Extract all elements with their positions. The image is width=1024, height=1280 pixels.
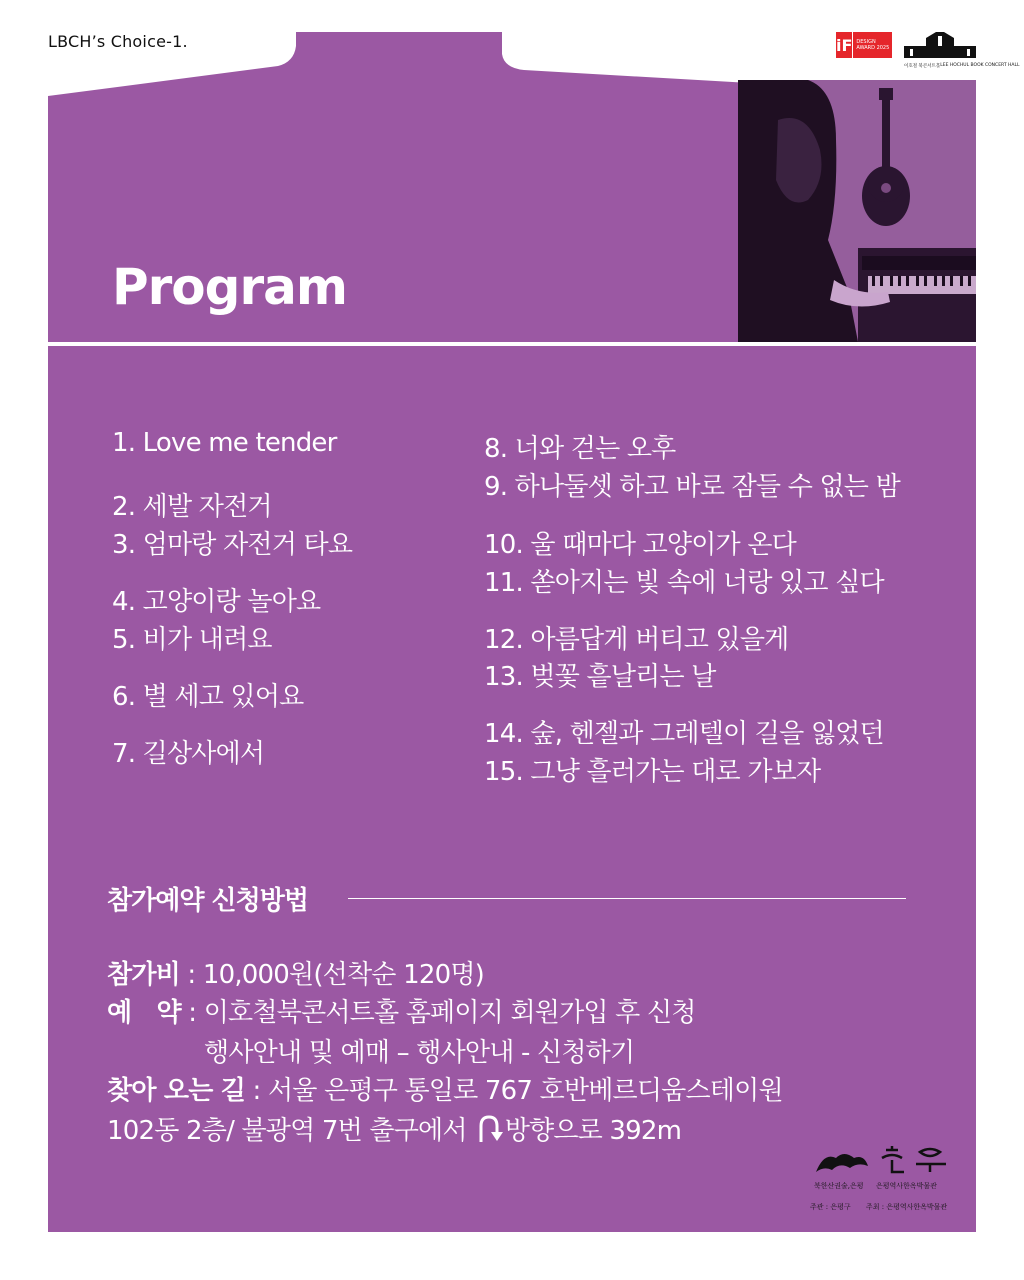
song-item: 12. 아름답게 버티고 있을게 <box>484 625 789 655</box>
fee-value: : 10,000원(선착순 120명) <box>179 960 484 990</box>
song-item: 8. 너와 걷는 오후 <box>484 434 676 464</box>
footer-logo-text-2: 은평역사한옥박물관 <box>876 1182 937 1190</box>
booking-label: 예 약 <box>107 998 181 1028</box>
program-title: Program <box>112 258 347 316</box>
if-logo-icon: iF <box>836 32 853 58</box>
fee-label: 참가비 <box>107 960 180 990</box>
booking-path: 행사안내 및 예매 – 행사안내 - 신청하기 <box>204 1038 635 1068</box>
host-text: 주관 : 은평구 <box>810 1203 851 1211</box>
song-item: 2. 세발 자전거 <box>112 492 272 522</box>
song-item: 1. Love me tender <box>112 428 337 458</box>
hanok-museum-logo-icon <box>876 1144 966 1176</box>
u-turn-arrow-icon <box>475 1114 505 1144</box>
heading-rule <box>348 898 906 899</box>
song-item: 9. 하나둘셋 하고 바로 잠들 수 없는 밤 <box>484 472 900 502</box>
directions-text-a: 102동 2층/ 불광역 7번 출구에서 <box>107 1116 467 1146</box>
mountain-logo-icon <box>814 1148 870 1178</box>
hall-logo-english: LEE HOCHUL BOOK CONCERT HALL <box>940 63 1020 68</box>
song-item: 5. 비가 내려요 <box>112 625 272 655</box>
song-item: 6. 별 세고 있어요 <box>112 682 304 712</box>
fee-line <box>107 954 484 991</box>
song-item: 11. 쏟아지는 빛 속에 너랑 있고 싶다 <box>484 568 884 598</box>
song-item: 15. 그냥 흘러가는 대로 가보자 <box>484 757 821 787</box>
reservation-heading: 참가예약 신청방법 <box>107 886 308 916</box>
series-label: LBCH’s Choice-1. <box>48 32 188 51</box>
directions-value: : 서울 은평구 통일로 767 호반베르디움스테이원 <box>245 1076 783 1106</box>
directions-label: 찾아 오는 길 <box>107 1076 246 1106</box>
directions-line <box>107 1070 783 1107</box>
directions-line-2 <box>107 1110 681 1147</box>
song-item: 14. 숲, 헨젤과 그레텔이 길을 잃었던 <box>484 719 884 749</box>
song-item: 7. 길상사에서 <box>112 739 265 769</box>
footer-logo-text-1: 북한산권술,은평 <box>814 1182 864 1190</box>
song-item: 4. 고양이랑 놀아요 <box>112 587 321 617</box>
song-item: 3. 엄마랑 자전거 타요 <box>112 530 353 560</box>
song-item: 13. 벚꽃 흩날리는 날 <box>484 662 716 692</box>
if-logo-text: DESIGN AWARD 2025 <box>856 39 890 51</box>
song-item: 10. 울 때마다 고양이가 온다 <box>484 530 796 560</box>
pianist-photo <box>738 80 976 342</box>
hall-logo-korean: 이호철 북콘서트홀 <box>904 64 941 69</box>
footer-logos <box>810 1148 978 1218</box>
directions-text-b: 방향으로 392m <box>504 1116 682 1146</box>
booking-line <box>107 992 696 1029</box>
booking-value: : 이호철북콘서트홀 홈페이지 회원가입 후 신청 <box>180 998 696 1028</box>
organizer-text: 주최 : 은평역사한옥박물관 <box>866 1203 948 1211</box>
